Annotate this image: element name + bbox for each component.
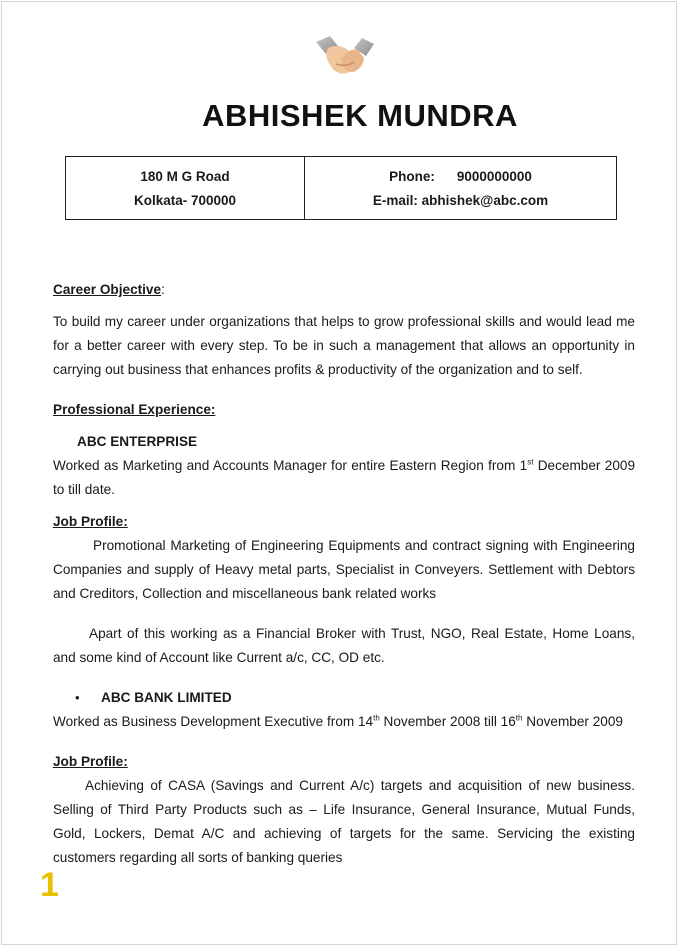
bullet-icon: • bbox=[75, 690, 80, 705]
job2-desc-a: Worked as Business Development Executive from 14 bbox=[53, 714, 374, 729]
company-name-1: ABC ENTERPRISE bbox=[77, 434, 198, 449]
job2-desc-c: November 2009 bbox=[522, 714, 623, 729]
job1-desc-b: December 2009 to till date. bbox=[53, 458, 636, 497]
job1-extra-text: Apart of this working as a Financial Broker with Trust, NGO, Real Estate, Home Loans, and some kind of Account like Current a/c, CC, OD etc. bbox=[53, 626, 635, 665]
job1-profile-text: Promotional Marketing of Engineering Equipments and contract signing with Engineering Companies and supply of Heavy metal parts, Specialist in Conveyers. Settlement with Debtors and Creditors, Collection and miscellaneous bank related works bbox=[53, 538, 635, 601]
contact-table bbox=[65, 156, 617, 220]
job2-desc-sup-2: th bbox=[515, 713, 523, 723]
phone-email-cell bbox=[305, 157, 616, 219]
candidate-name: ABHISHEK MUNDRA bbox=[202, 98, 518, 133]
job1-profile-heading: Job Profile: bbox=[53, 514, 128, 529]
handshake-icon bbox=[312, 34, 378, 82]
job2-desc-b: November 2008 till 16 bbox=[379, 714, 516, 729]
career-objective-text: To build my career under organizations that helps to grow professional skills and would lead me for a better career with every step. To be in such a management that allows an opportunity in carrying out business that enhances profits & productivity of the organization and to self. bbox=[53, 314, 635, 377]
phone-row bbox=[389, 165, 532, 189]
career-objective-heading: Career Objective bbox=[53, 282, 162, 297]
email-line: E-mail: abhishek@abc.com bbox=[372, 193, 549, 208]
job1-desc-a: Worked as Marketing and Accounts Manager for entire Eastern Region from 1 bbox=[53, 458, 528, 473]
address-cell bbox=[66, 157, 305, 219]
job2-profile-heading: Job Profile: bbox=[53, 754, 128, 769]
job1-description bbox=[53, 454, 635, 502]
experience-heading: Professional Experience: bbox=[53, 402, 216, 417]
address-line-2: Kolkata- 700000 bbox=[133, 193, 237, 208]
company-name-2: ABC BANK LIMITED bbox=[101, 690, 232, 705]
phone-label: Phone: bbox=[389, 169, 435, 184]
job2-profile-text: Achieving of CASA (Savings and Current A/c) targets and acquisition of new business. Selling of Third Party Products such as – Life Insurance, General Insurance, Mutual Funds, Gold, Lockers, Demat A/C and achieving of targets for the same. Servicing the existing customers regarding all sorts of banking queries bbox=[53, 778, 635, 865]
job1-desc-sup: st bbox=[527, 457, 534, 467]
heading-colon: : bbox=[161, 282, 165, 297]
resume-body bbox=[53, 278, 635, 870]
company-2-row bbox=[53, 686, 635, 710]
page-number: 1 bbox=[40, 866, 59, 904]
job2-desc-sup-1: th bbox=[373, 713, 380, 723]
phone-value: 9000000000 bbox=[456, 169, 532, 184]
address-line-1: 180 M G Road bbox=[140, 169, 230, 184]
job2-description bbox=[53, 710, 635, 734]
career-objective-heading-row bbox=[53, 278, 635, 302]
